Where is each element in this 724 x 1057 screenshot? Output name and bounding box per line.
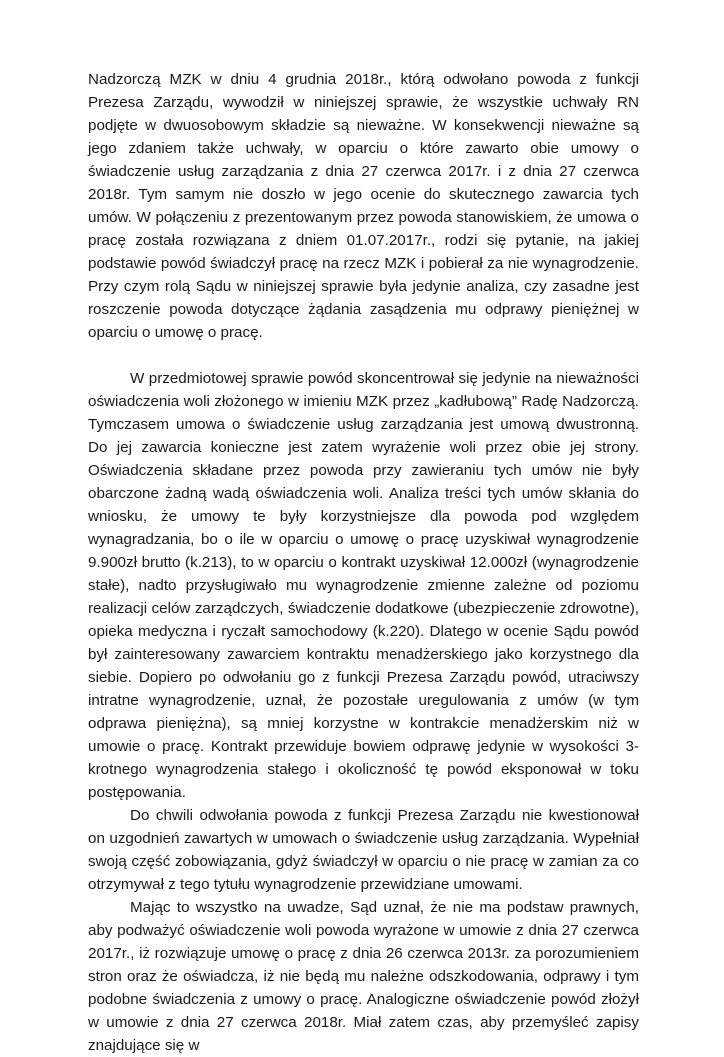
paragraph-analysis: W przedmiotowej sprawie powód skoncentrował się jedynie na nieważności oświadczenia woli złożonego w imieniu MZK przez „kadłubową” Radę Nadzorczą. Tymczasem umowa o świadczenie usług zarządzania jest umową dwustronną. Do jej zawarcia konieczne jest zatem wyrażenie woli przez obie jej strony. Oświadczenia składane przez powoda przy zawieraniu tych umów nie były obarczone żadną wadą oświadczenia woli. Analiza treści tych umów skłania do wniosku, że umowy te były korzystniejsze dla powoda pod względem wynagradzania, bo o ile w oparciu o umowę o pracę uzyskiwał wynagrodzenie 9.900zł brutto (k.213), to w oparciu o kontrakt uzyskiwał 12.000zł (wynagrodzenie stałe), nadto przysługiwało mu wynagrodzenie zmienne zależne od poziomu realizacji celów zarządczych, świadczenie dodatkowe (ubezpieczenie zdrowotne), opieka medyczna i ryczałt samochodowy (k.220). Dlatego w ocenie Sądu powód był zainteresowany zawarciem kontraktu menadżerskiego jako korzystnego dla siebie. Dopiero po odwołaniu go z funkcji Prezesa Zarządu powód, utraciwszy intratne wynagrodzenie, uznał, że pozostałe uregulowania z umów (w tym odprawa pieniężna), są mniej korzystne w kontrakcie menadżerskim niż w umowie o pracę. Kontrakt przewiduje bowiem odprawę jedynie w wysokości 3-krotnego wynagrodzenia stałego i okoliczność tę powód eksponował w toku postępowania. [88,370,639,801]
document-body [88,68,639,1057]
paragraph-conclusion: Mając to wszystko na uwadze, Sąd uznał, że nie ma podstaw prawnych, aby podważyć oświadczenie woli powoda wyrażone w umowie z dnia 27 czerwca 2017r., iż rozwiązuje umowę o pracę z dnia 26 czerwca 2013r. za porozumieniem stron oraz że oświadcza, iż nie będą mu należne odszkodowania, odprawy i tym podobne świadczenia z umowy o pracę. Analogiczne oświadczenie powód złożył w umowie z dnia 27 czerwca 2018r. Miał zatem czas, aby przemyśleć zapisy znajdujące się w [88,899,639,1054]
paragraph-continuation: Nadzorczą MZK w dniu 4 grudnia 2018r., którą odwołano powoda z funkcji Prezesa Zarządu, wywodził w niniejszej sprawie, że wszystkie uchwały RN podjęte w dwuosobowym składzie są nieważne. W konsekwencji nieważne są jego zdaniem także uchwały, w oparciu o które zawarto obie umowy o świadczenie usług zarządzania z dnia 27 czerwca 2017r. i z dnia 27 czerwca 2018r. Tym samym nie doszło w jego ocenie do skutecznego zawarcia tych umów. W połączeniu z prezentowanym przez powoda stanowiskiem, że umowa o pracę została rozwiązana z dniem 01.07.2017r., rodzi się pytanie, na jakiej podstawie powód świadczył pracę na rzecz MZK i pobierał za nie wynagrodzenie. Przy czym rolą Sądu w niniejszej sprawie była jedynie analiza, czy zasadne jest roszczenie powoda dotyczące żądania zasądzenia mu odprawy pieniężnej w oparciu o umowę o pracę. [88,71,639,341]
paragraph-obligations: Do chwili odwołania powoda z funkcji Prezesa Zarządu nie kwestionował on uzgodnień zawartych w umowach o świadczenie usług zarządzania. Wypełniał swoją część zobowiązania, gdyż świadczył w oparciu o nie pracę w zamian za co otrzymywał z tego tytułu wynagrodzenie przewidziane umowami. [88,807,639,893]
